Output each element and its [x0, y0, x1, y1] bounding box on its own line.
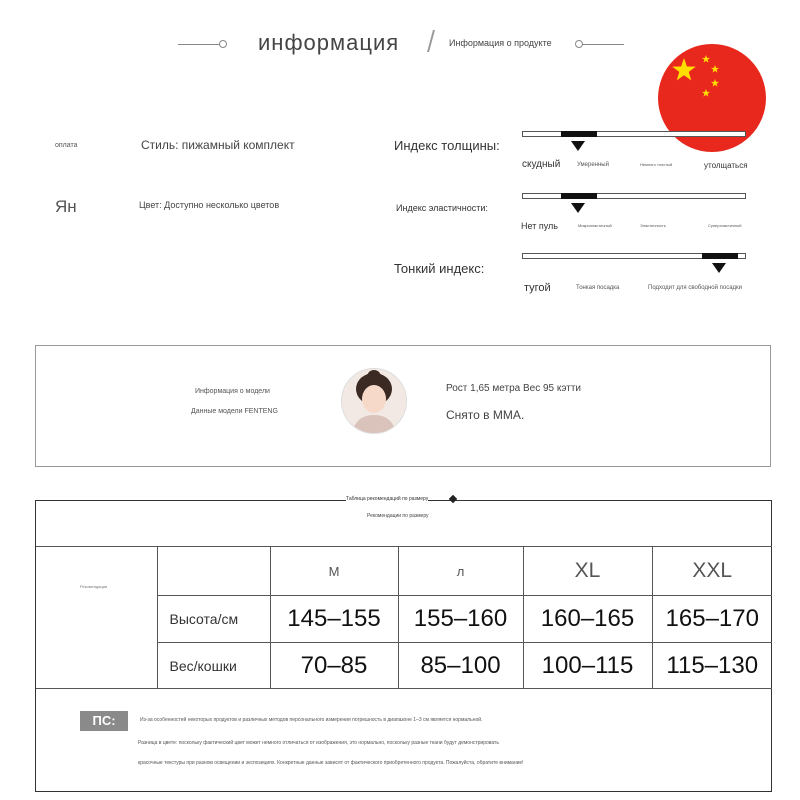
thickness-label-0: скудный — [522, 159, 561, 170]
size-table — [36, 546, 772, 689]
fit-bar — [522, 253, 746, 259]
payment-label: оплата — [55, 142, 78, 149]
page-title: информация — [258, 30, 400, 55]
fit-indicator-icon — [712, 263, 726, 273]
size-header-l: л — [398, 547, 523, 596]
height-cell-xl: 160–165 — [523, 596, 652, 643]
fit-label-1: Тонкая посадка — [576, 285, 620, 291]
style-text: Стиль: пижамный комплект — [141, 138, 295, 152]
size-table-heading: Таблица рекомендаций по размеру — [346, 496, 429, 502]
height-cell-l: 155–160 — [398, 596, 523, 643]
header-slash — [427, 30, 435, 52]
size-header-xxl: XXL — [652, 547, 772, 596]
weight-cell-xl: 100–115 — [523, 643, 652, 689]
header-subtitle: Информация о продукте — [449, 38, 552, 48]
elasticity-label-0: Нет пуль — [521, 221, 558, 231]
note-line-3: красочные текстуры при разном освещении и экспозициях. Конкретные данные зависят от фактического приобретенного продукта. Пожалуйста, обратите внимание! — [138, 760, 524, 766]
elasticity-label-1: Микроэластичный — [578, 223, 612, 228]
thickness-label-1: Умеренный — [577, 162, 609, 168]
thickness-index-title: Индекс толщины: — [394, 138, 500, 153]
color-text: Цвет: Доступно несколько цветов — [139, 200, 280, 210]
height-cell-xxl: 165–170 — [652, 596, 772, 643]
thickness-label-2: Немного толстый — [640, 162, 673, 167]
elasticity-label-2: Эластичность — [640, 223, 666, 228]
header-dot-left — [219, 40, 227, 48]
fit-index-title: Тонкий индекс: — [394, 261, 485, 276]
row-label-height: Высота/см — [157, 596, 270, 643]
row-label-weight: Вес/кошки — [157, 643, 270, 689]
thickness-bar-fill — [561, 131, 597, 137]
model-stats: Рост 1,65 метра Вес 95 кэтти — [446, 383, 582, 394]
size-table-side-cell — [36, 547, 157, 689]
model-portrait-icon — [342, 369, 406, 433]
thickness-label-3: утолщаться — [704, 161, 748, 170]
elasticity-bar — [522, 193, 746, 199]
model-info-label: Информация о модели — [195, 388, 270, 395]
brand-text: Ян — [55, 197, 77, 216]
header-line-left — [178, 44, 222, 45]
header-line-right — [582, 44, 624, 45]
weight-cell-l: 85–100 — [398, 643, 523, 689]
fit-label-2: Подходит для свободной посадки — [648, 285, 743, 291]
ps-badge — [80, 711, 128, 731]
elasticity-label-3: Суперэластичный — [708, 223, 742, 228]
elasticity-bar-fill — [561, 193, 597, 199]
avatar — [341, 368, 407, 434]
model-data-label: Данные модели FENTENG — [191, 408, 278, 415]
thickness-indicator-icon — [571, 141, 585, 151]
size-table-subheading: Рекомендации по размеру — [367, 513, 429, 519]
size-header-xl: XL — [523, 547, 652, 596]
fit-label-0: тугой — [524, 282, 551, 294]
size-table-corner-cell — [157, 547, 270, 596]
thickness-bar — [522, 131, 746, 137]
size-table-rule-left — [150, 500, 340, 501]
size-table-side-label: Рекомендации — [80, 584, 108, 589]
elasticity-index-title: Индекс эластичности: — [396, 203, 488, 213]
size-header-m: M — [270, 547, 398, 596]
height-cell-m: 145–155 — [270, 596, 398, 643]
ps-badge-label: ПС: — [92, 713, 116, 728]
weight-cell-xxl: 115–130 — [652, 643, 772, 689]
model-shot-location: Снято в ММА. — [446, 408, 525, 422]
elasticity-indicator-icon — [571, 203, 585, 213]
note-line-2: Разница в цвете: поскольку фактический цвет может немного отличаться от изображения, это нормально, поскольку разные ткани будут демонстрировать — [138, 740, 499, 746]
note-line-1: Из-за особенностей некоторых продуктов и различных методов персонального измерения погрешность в диапазоне 1–3 см является нормальной. — [140, 717, 483, 723]
fit-bar-fill — [702, 253, 738, 259]
weight-cell-m: 70–85 — [270, 643, 398, 689]
